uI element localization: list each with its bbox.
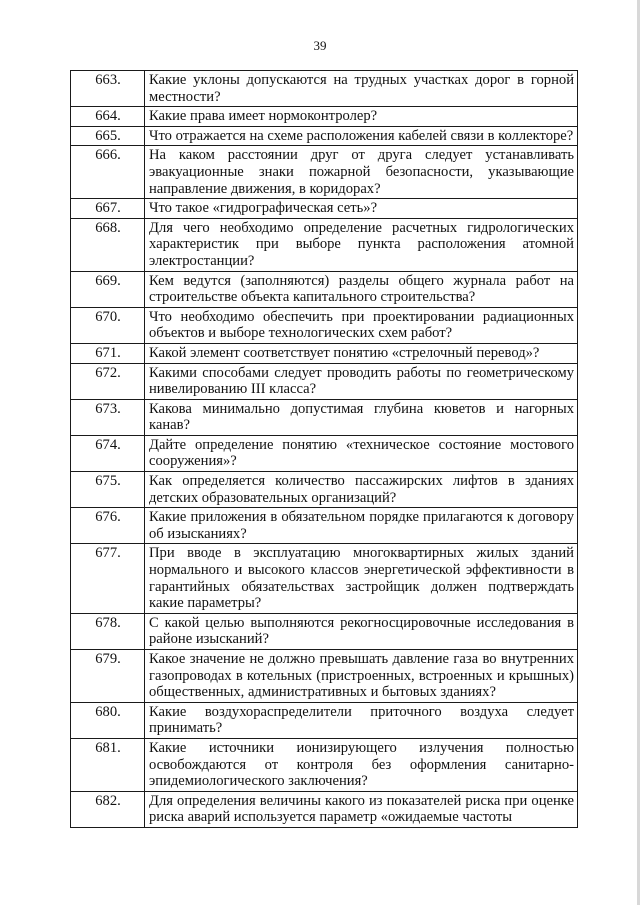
question-text: На каком расстоянии друг от друга следует устанавливать эвакуационные знаки пожарной безопасности, указывающие направление движения, в коридорах? xyxy=(145,146,578,199)
questions-table xyxy=(70,70,578,828)
question-number: 682. xyxy=(71,791,145,827)
question-number: 665. xyxy=(71,126,145,146)
table-row xyxy=(71,508,578,544)
question-text: Какими способами следует проводить работы по геометрическому нивелированию III класса? xyxy=(145,363,578,399)
question-text: Что такое «гидрографическая сеть»? xyxy=(145,199,578,219)
question-text: Какие приложения в обязательном порядке прилагаются к договору об изысканиях? xyxy=(145,508,578,544)
table-row xyxy=(71,435,578,471)
page-number: 39 xyxy=(313,38,327,53)
table-row xyxy=(71,199,578,219)
table-row xyxy=(71,399,578,435)
table-row xyxy=(71,702,578,738)
question-number: 672. xyxy=(71,363,145,399)
question-text: Что необходимо обеспечить при проектировании радиационных объектов и выборе технологических схем работ? xyxy=(145,307,578,343)
question-number: 663. xyxy=(71,71,145,107)
question-number: 675. xyxy=(71,472,145,508)
question-number: 669. xyxy=(71,271,145,307)
question-text: Какие уклоны допускаются на трудных участках дорог в горной местности? xyxy=(145,71,578,107)
table-row xyxy=(71,126,578,146)
question-text: Какое значение не должно превышать давление газа во внутренних газопроводах в котельных (пристроенных, встроенных и крышных) общественных, административных и бытовых зданиях? xyxy=(145,650,578,703)
question-text: Какие источники ионизирующего излучения полностью освобождаются от контроля без оформления санитарно-эпидемиологического заключения? xyxy=(145,738,578,791)
question-number: 678. xyxy=(71,613,145,649)
question-number: 667. xyxy=(71,199,145,219)
table-row xyxy=(71,544,578,613)
question-number: 666. xyxy=(71,146,145,199)
question-text: Какой элемент соответствует понятию «стрелочный перевод»? xyxy=(145,343,578,363)
question-number: 664. xyxy=(71,107,145,127)
question-number: 681. xyxy=(71,738,145,791)
table-row xyxy=(71,307,578,343)
table-row xyxy=(71,343,578,363)
question-text: Какова минимально допустимая глубина кюветов и нагорных канав? xyxy=(145,399,578,435)
questions-table-body xyxy=(71,71,578,828)
question-text: Дайте определение понятию «техническое состояние мостового сооружения»? xyxy=(145,435,578,471)
question-text: Как определяется количество пассажирских лифтов в зданиях детских образовательных организаций? xyxy=(145,472,578,508)
question-number: 676. xyxy=(71,508,145,544)
question-number: 677. xyxy=(71,544,145,613)
question-text: При вводе в эксплуатацию многоквартирных жилых зданий нормального и высокого классов энергетической эффективности в гарантийных обязательствах застройщик должен подтверждать какие параметры? xyxy=(145,544,578,613)
table-row xyxy=(71,71,578,107)
table-row xyxy=(71,146,578,199)
table-row xyxy=(71,472,578,508)
question-text: Какие воздухораспределители приточного воздуха следует принимать? xyxy=(145,702,578,738)
table-row xyxy=(71,363,578,399)
question-number: 668. xyxy=(71,218,145,271)
table-row xyxy=(71,650,578,703)
question-text: Кем ведутся (заполняются) разделы общего журнала работ на строительстве объекта капитального строительства? xyxy=(145,271,578,307)
question-text: Для чего необходимо определение расчетных гидрологических характеристик при выборе пункта расположения атомной электростанции? xyxy=(145,218,578,271)
question-number: 679. xyxy=(71,650,145,703)
question-number: 674. xyxy=(71,435,145,471)
question-number: 680. xyxy=(71,702,145,738)
table-row xyxy=(71,791,578,827)
question-text: С какой целью выполняются рекогносцировочные исследования в районе изысканий? xyxy=(145,613,578,649)
question-text: Какие права имеет нормоконтролер? xyxy=(145,107,578,127)
table-row xyxy=(71,107,578,127)
question-number: 670. xyxy=(71,307,145,343)
question-text: Для определения величины какого из показателей риска при оценке риска аварий используется параметр «ожидаемые частоты xyxy=(145,791,578,827)
table-row xyxy=(71,218,578,271)
table-row xyxy=(71,738,578,791)
question-number: 671. xyxy=(71,343,145,363)
table-row xyxy=(71,271,578,307)
question-text: Что отражается на схеме расположения кабелей связи в коллекторе? xyxy=(145,126,578,146)
table-row xyxy=(71,613,578,649)
question-number: 673. xyxy=(71,399,145,435)
